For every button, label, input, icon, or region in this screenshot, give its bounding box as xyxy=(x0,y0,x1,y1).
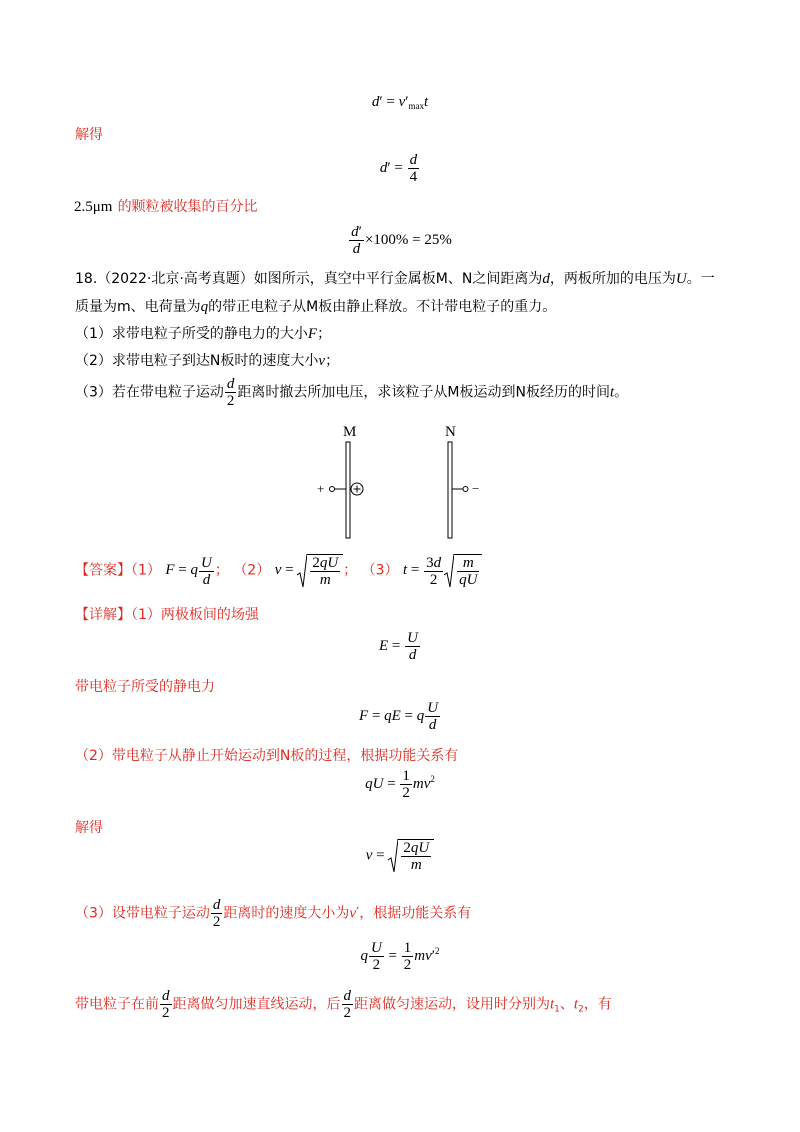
equation-velocity: v = $\frac{2qU}{m}$ xyxy=(0,838,800,874)
solve-label-2: 解得 xyxy=(75,820,103,836)
last-line: 带电粒子在前 $\frac{d}{2}$ 距离做匀加速直线运动，后 $\frac{d}{2}$ 距离做匀速运动，设用时分别为$t_1$、$t_2$，有 xyxy=(75,988,612,1021)
percentage-result: ×100% = 25% xyxy=(364,231,452,248)
subquestion-2-end: ； xyxy=(325,353,340,369)
answer-sep-1: ； xyxy=(214,562,229,579)
subquestion-3-end: 。 xyxy=(614,384,629,401)
solve-label-1: 解得 xyxy=(75,127,103,143)
subquestion-3-text-a: （3）若在带电粒子运动 xyxy=(75,384,224,401)
detail-3-text-c: ，根据功能关系有 xyxy=(359,905,472,922)
positive-terminal xyxy=(330,487,335,492)
detail-3-text-b: 距离时的速度大小为 xyxy=(223,905,350,922)
plate-N-label: N xyxy=(445,424,456,440)
detail-2-text: （2）带电粒子从静止开始运动到N板的过程，根据功能关系有 xyxy=(75,748,459,764)
subquestion-3-text-b: 距离时撤去所加电压，求该粒子从M板运动到N板经历的时间 xyxy=(237,384,610,401)
plates-diagram xyxy=(300,418,500,543)
question-text-2a: 质量为m、电荷量为 xyxy=(75,299,201,315)
negative-terminal xyxy=(463,487,468,492)
last-text-b: 距离做匀加速直线运动，后 xyxy=(172,996,341,1013)
equation-d-prime-vmax: $d' = v'_{max}t$ xyxy=(371,94,429,111)
positive-terminal-sign: + xyxy=(317,481,325,496)
subquestion-3: （3）若在带电粒子运动 $\frac{d}{2}$ 距离时撤去所加电压，求该粒子从M板运动到N板经历的时间t。 xyxy=(75,376,629,409)
answer-3-formula: t = $\frac{3d}{2}$ $\frac{m}{qU}$ xyxy=(403,562,482,578)
percentage-intro xyxy=(74,196,258,216)
equation-force: F = qE = q $\frac{U}{d}$ xyxy=(358,700,439,733)
equation-field-strength: E = $\frac{U}{d}$ xyxy=(379,630,418,663)
last-text-a: 带电粒子在前 xyxy=(75,996,159,1013)
detail-line-1 xyxy=(75,604,259,624)
subquestion-1-text: （1）求带电粒子所受的静电力的大小 xyxy=(75,326,308,342)
answer-line xyxy=(75,553,482,589)
answer-1-formula: F = q $\frac{U}{d}$ xyxy=(165,554,212,588)
subquestion-2: （2）求带电粒子到达N板时的速度大小v； xyxy=(75,353,340,369)
question-text-1b: ，两板所加的电压为 xyxy=(549,271,676,287)
subquestion-2-text: （2）求带电粒子到达N板时的速度大小 xyxy=(75,353,319,369)
equation-percentage: $\frac{d'}{d}$ ×100% = 25% xyxy=(351,224,452,257)
equation-d-prime-quarter: d′ = $\frac{d}{4}$ xyxy=(379,152,418,185)
subquestion-1: （1）求带电粒子所受的静电力的大小F； xyxy=(75,326,332,342)
equation-half-energy: q $\frac{U}{2}$ = $\frac{1}{2}$ $mv'^2$ xyxy=(360,940,440,973)
detail-3-line: （3）设带电粒子运动 $\frac{d}{2}$ 距离时的速度大小为v′，根据功能关系有 xyxy=(75,897,472,930)
parallel-plates-figure xyxy=(300,418,500,543)
question-number: 18. xyxy=(75,271,98,287)
question-source: （2022·北京·高考真题） xyxy=(97,271,254,287)
question-text-1a: 如图所示，真空中平行金属板M、N之间距离为 xyxy=(253,271,543,287)
question-line-2: 质量为m、电荷量为q的带正电粒子从M板由静止释放。不计带电粒子的重力。 xyxy=(75,299,557,315)
plate-N xyxy=(448,442,452,538)
last-text-e: ，有 xyxy=(583,996,612,1013)
percentage-text: 的颗粒被收集的百分比 xyxy=(117,199,258,215)
last-text-d: 、 xyxy=(559,996,574,1013)
answer-tag: 【答案】 xyxy=(75,562,131,579)
last-text-c: 距离做匀速运动，设用时分别为 xyxy=(354,996,550,1013)
plate-M-label: M xyxy=(343,424,357,440)
detail-1-text: （1）两极板间的场强 xyxy=(131,607,259,623)
answer-sep-2: ； xyxy=(343,562,358,579)
answer-2-formula: v = $\frac{2qU}{m}$ xyxy=(275,562,343,578)
question-text-2b: 的带正电粒子从M板由静止释放。不计带电粒子的重力。 xyxy=(208,299,557,315)
plate-M xyxy=(346,442,350,538)
detail-3-text-a: （3）设带电粒子运动 xyxy=(75,905,210,922)
particle-size: 2.5μm xyxy=(74,199,113,215)
force-label: 带电粒子所受的静电力 xyxy=(75,679,215,695)
question-line-1: 18.（2022·北京·高考真题）如图所示，真空中平行金属板M、N之间距离为d，两板所加的电压为U。一 xyxy=(75,271,715,287)
negative-terminal-sign: − xyxy=(472,481,480,496)
equation-energy: qU = $\frac{1}{2}$ $mv^2$ xyxy=(365,768,435,801)
answer-3-label: （3） xyxy=(361,562,399,579)
answer-1-label: （1） xyxy=(131,562,161,579)
subquestion-1-end: ； xyxy=(317,326,332,342)
answer-2-label: （2） xyxy=(233,562,271,579)
question-text-1c: 。一 xyxy=(686,271,715,287)
detail-tag: 【详解】 xyxy=(75,607,131,623)
